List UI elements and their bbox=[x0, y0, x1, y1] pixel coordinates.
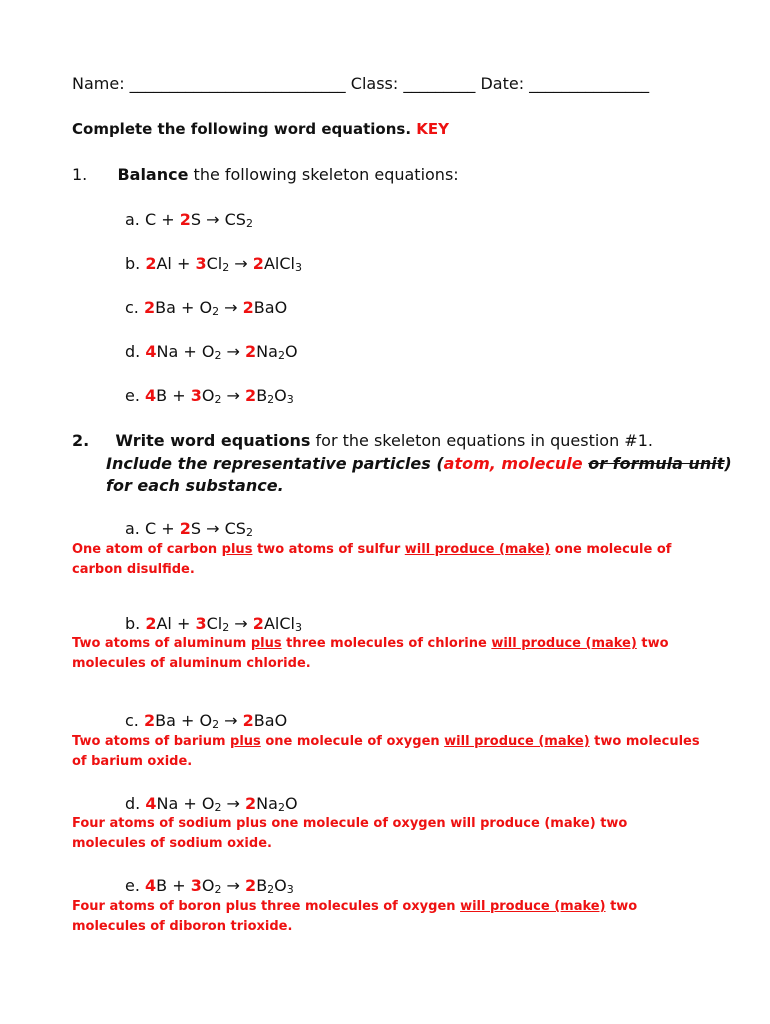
eq-part: Na bbox=[256, 794, 278, 813]
answer-text: two molecules of diboron trioxide. bbox=[72, 899, 638, 934]
answer-text: Two atoms of barium bbox=[72, 734, 231, 749]
eq-part: Cl bbox=[206, 254, 223, 273]
subscript: 2 bbox=[212, 718, 220, 731]
eq-part: Al + bbox=[156, 254, 196, 273]
subscript: 3 bbox=[294, 621, 302, 634]
equation-b bbox=[125, 254, 302, 273]
eq-part: → bbox=[229, 254, 253, 273]
eq-part: B bbox=[256, 876, 268, 895]
coefficient: 2 bbox=[143, 711, 156, 730]
eq-letter: b. bbox=[125, 254, 141, 273]
eq-part: Ba + O bbox=[155, 298, 213, 317]
q2-equation-a bbox=[125, 519, 253, 538]
key-label: KEY bbox=[416, 120, 449, 138]
coefficient: 2 bbox=[145, 614, 157, 633]
eq-part: O bbox=[284, 342, 298, 361]
q2-equation-d bbox=[125, 794, 298, 813]
q2-number: 2. bbox=[72, 431, 90, 450]
answer-plus: plus bbox=[230, 734, 261, 749]
coefficient: 2 bbox=[242, 711, 254, 730]
answer-a bbox=[72, 540, 702, 580]
answer-will: will produce (make) bbox=[460, 899, 606, 914]
answer-text: two atoms of sulfur bbox=[252, 542, 405, 557]
eq-part: → CS bbox=[206, 210, 246, 229]
eq-part: → bbox=[229, 614, 253, 633]
eq-part: AlCl bbox=[263, 614, 295, 633]
eq-letter: d. bbox=[125, 794, 141, 813]
coefficient: 4 bbox=[145, 342, 157, 361]
eq-part: Al + bbox=[156, 614, 196, 633]
eq-part: S bbox=[190, 519, 207, 538]
q2-struck-text: or formula unit bbox=[588, 454, 725, 473]
coefficient: 2 bbox=[245, 876, 257, 895]
coefficient: 3 bbox=[195, 254, 207, 273]
q2-line2-text: Include the representative particles ( bbox=[106, 454, 444, 473]
q2-equation-e bbox=[125, 876, 294, 895]
answer-plus: plus bbox=[221, 542, 253, 557]
subscript: 2 bbox=[212, 305, 220, 318]
eq-part: Na + O bbox=[156, 342, 215, 361]
eq-part: O bbox=[201, 386, 215, 405]
subscript: 2 bbox=[245, 526, 253, 539]
answer-text: one molecule of carbon disulfide. bbox=[72, 542, 672, 577]
class-label: Class: _________ bbox=[350, 74, 476, 93]
q2-line-3 bbox=[106, 476, 284, 495]
eq-part: → bbox=[221, 794, 246, 813]
eq-part: → bbox=[221, 342, 246, 361]
equation-d bbox=[125, 342, 298, 361]
eq-part: C + bbox=[144, 210, 180, 229]
eq-part: → CS bbox=[206, 519, 246, 538]
subscript: 2 bbox=[222, 261, 230, 274]
q2-rest: for the skeleton equations in question #1. bbox=[310, 431, 653, 450]
coefficient: 4 bbox=[145, 876, 157, 895]
coefficient: 2 bbox=[245, 342, 257, 361]
q2-bold: Write word equations bbox=[115, 431, 311, 450]
answer-b bbox=[72, 634, 702, 674]
coefficient: 3 bbox=[190, 386, 202, 405]
coefficient: 2 bbox=[252, 254, 264, 273]
instruction bbox=[72, 120, 449, 138]
eq-part: → bbox=[219, 711, 243, 730]
date-label: Date: _______________ bbox=[480, 74, 650, 93]
subscript: 3 bbox=[286, 393, 294, 406]
answer-text: two molecules of aluminum chloride. bbox=[72, 636, 669, 671]
q2-line3-text: for each substance. bbox=[106, 476, 284, 495]
answer-d bbox=[72, 814, 702, 854]
eq-part: O bbox=[274, 386, 287, 405]
name-label: Name: ___________________________ bbox=[72, 74, 346, 93]
coefficient: 2 bbox=[145, 254, 157, 273]
eq-part: O bbox=[284, 794, 298, 813]
answer-text: one molecule of oxygen bbox=[260, 734, 445, 749]
answer-text: two molecules of barium oxide. bbox=[72, 734, 700, 769]
equation-e bbox=[125, 386, 294, 405]
eq-letter: b. bbox=[125, 614, 141, 633]
coefficient: 2 bbox=[179, 210, 191, 229]
q1-number: 1. bbox=[72, 165, 88, 184]
q2-particles: atom, molecule bbox=[443, 454, 583, 473]
coefficient: 2 bbox=[252, 614, 264, 633]
eq-letter: c. bbox=[125, 298, 139, 317]
coefficient: 2 bbox=[242, 298, 254, 317]
instruction-text: Complete the following word equations. bbox=[72, 120, 412, 138]
answer-will: will produce (make) bbox=[491, 636, 637, 651]
subscript: 3 bbox=[294, 261, 302, 274]
q2-equation-c bbox=[125, 711, 287, 730]
eq-part: Ba + O bbox=[155, 711, 213, 730]
subscript: 2 bbox=[267, 393, 275, 406]
question-1 bbox=[72, 165, 459, 184]
eq-part: AlCl bbox=[263, 254, 295, 273]
equation-c bbox=[125, 298, 287, 317]
answer-text: Two atoms of aluminum bbox=[72, 636, 251, 651]
eq-part: B bbox=[256, 386, 268, 405]
coefficient: 3 bbox=[195, 614, 207, 633]
eq-letter: d. bbox=[125, 342, 141, 361]
coefficient: 4 bbox=[145, 794, 157, 813]
eq-letter: e. bbox=[125, 386, 140, 405]
eq-letter: a. bbox=[125, 210, 140, 229]
subscript: 2 bbox=[277, 801, 285, 814]
eq-part: Na bbox=[256, 342, 278, 361]
eq-letter: a. bbox=[125, 519, 140, 538]
subscript: 2 bbox=[245, 217, 253, 230]
equation-a bbox=[125, 210, 253, 229]
eq-part: O bbox=[274, 876, 287, 895]
coefficient: 2 bbox=[179, 519, 191, 538]
answer-text: One atom of carbon bbox=[72, 542, 222, 557]
answer-text: Four atoms of boron plus three molecules of oxygen bbox=[72, 899, 461, 914]
eq-letter: c. bbox=[125, 711, 139, 730]
subscript: 2 bbox=[214, 349, 222, 362]
eq-part: → bbox=[219, 298, 243, 317]
answer-text: three molecules of chlorine bbox=[281, 636, 492, 651]
eq-part: BaO bbox=[253, 298, 288, 317]
eq-part: O bbox=[201, 876, 215, 895]
subscript: 2 bbox=[214, 393, 222, 406]
eq-part: → bbox=[221, 876, 246, 895]
q2-line-2 bbox=[106, 454, 732, 473]
eq-part: Cl bbox=[206, 614, 223, 633]
subscript: 2 bbox=[214, 883, 222, 896]
eq-part: B + bbox=[156, 876, 191, 895]
coefficient: 3 bbox=[190, 876, 202, 895]
eq-part: → bbox=[221, 386, 246, 405]
eq-part: BaO bbox=[253, 711, 288, 730]
q1-rest: the following skeleton equations: bbox=[188, 165, 459, 184]
q1-bold: Balance bbox=[117, 165, 189, 184]
eq-letter: e. bbox=[125, 876, 140, 895]
answer-will: will produce (make) bbox=[444, 734, 590, 749]
subscript: 2 bbox=[222, 621, 230, 634]
question-2 bbox=[72, 431, 653, 450]
subscript: 2 bbox=[267, 883, 275, 896]
subscript: 3 bbox=[286, 883, 294, 896]
subscript: 2 bbox=[277, 349, 285, 362]
q2-equation-b bbox=[125, 614, 302, 633]
coefficient: 2 bbox=[143, 298, 156, 317]
answer-plus: plus bbox=[250, 636, 282, 651]
answer-will: will produce (make) bbox=[404, 542, 551, 557]
q2-close-paren: ) bbox=[724, 454, 732, 473]
eq-part: Na + O bbox=[156, 794, 215, 813]
subscript: 2 bbox=[214, 801, 222, 814]
eq-part: S bbox=[190, 210, 207, 229]
eq-part: C + bbox=[144, 519, 180, 538]
answer-e bbox=[72, 897, 702, 937]
answer-c bbox=[72, 732, 702, 772]
coefficient: 4 bbox=[145, 386, 157, 405]
answer-text: Four atoms of sodium plus one molecule of oxygen will produce (make) two molecules of sodium oxide. bbox=[72, 816, 628, 851]
eq-part: B + bbox=[156, 386, 191, 405]
coefficient: 2 bbox=[245, 794, 257, 813]
header-line bbox=[72, 74, 649, 93]
coefficient: 2 bbox=[245, 386, 257, 405]
